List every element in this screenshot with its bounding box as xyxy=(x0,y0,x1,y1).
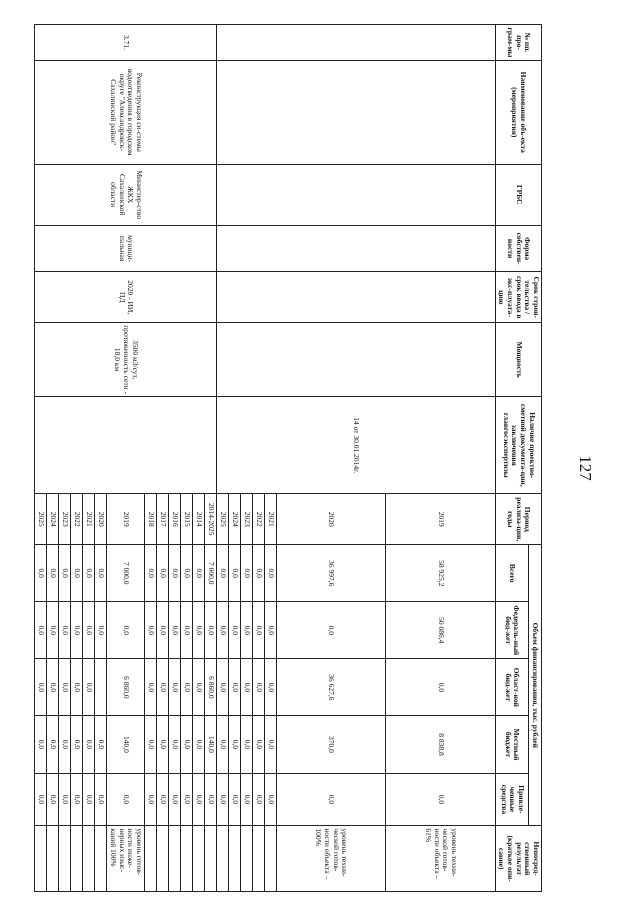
extra-cell: 0,0 xyxy=(83,773,95,826)
header-capacity: Мощность xyxy=(495,323,541,397)
header-ownership: Форма собствен-ности xyxy=(495,225,541,272)
regional-cell: 0,0 xyxy=(83,659,95,716)
federal-cell: 0,0 xyxy=(252,602,264,659)
total-cell: 0,0 xyxy=(59,545,71,602)
federal-cell: 0,0 xyxy=(168,602,180,659)
federal-cell: 0,0 xyxy=(95,602,107,659)
result-cell xyxy=(228,826,240,892)
federal-cell: 0,0 xyxy=(180,602,192,659)
federal-cell: 0,0 xyxy=(47,602,59,659)
extra-cell: 0,0 xyxy=(204,773,216,826)
local-cell: 0,0 xyxy=(47,716,59,773)
extra-cell: 0,0 xyxy=(252,773,264,826)
total-cell: 0,0 xyxy=(216,545,228,602)
extra-cell: 0,0 xyxy=(168,773,180,826)
page-number: 127 xyxy=(575,455,595,481)
extra-cell: 0,0 xyxy=(216,773,228,826)
period-cell: 2020 xyxy=(95,494,107,545)
period-cell: 2023 xyxy=(240,494,252,545)
extra-cell: 0,0 xyxy=(156,773,168,826)
local-cell: 140,0 xyxy=(107,716,145,773)
total-cell: 0,0 xyxy=(228,545,240,602)
extra-cell: 0,0 xyxy=(192,773,204,826)
grbs-cell: Министер-ство ЖКХ Сахалинской области xyxy=(35,164,217,225)
local-cell: 0,0 xyxy=(216,716,228,773)
result-cell xyxy=(240,826,252,892)
regional-cell: 0,0 xyxy=(252,659,264,716)
result-cell xyxy=(216,826,228,892)
federal-cell: 0,0 xyxy=(204,602,216,659)
extra-cell: 0,0 xyxy=(71,773,83,826)
total-cell: 58 925,2 xyxy=(386,545,496,602)
local-cell: 0,0 xyxy=(180,716,192,773)
regional-cell: 0,0 xyxy=(35,659,47,716)
empty-cell xyxy=(216,60,495,164)
result-cell xyxy=(252,826,264,892)
result-cell xyxy=(192,826,204,892)
local-cell: 0,0 xyxy=(83,716,95,773)
period-cell: 2019 xyxy=(386,494,496,545)
regional-cell: 0,0 xyxy=(180,659,192,716)
local-cell: 0,0 xyxy=(95,716,107,773)
total-cell: 0,0 xyxy=(71,545,83,602)
total-cell: 36 997,6 xyxy=(276,545,386,602)
regional-cell: 0,0 xyxy=(59,659,71,716)
extra-cell: 0,0 xyxy=(35,773,47,826)
result-cell xyxy=(204,826,216,892)
federal-cell: 0,0 xyxy=(156,602,168,659)
regional-cell: 0,0 xyxy=(216,659,228,716)
local-cell: 370,0 xyxy=(276,716,386,773)
extra-cell: 0,0 xyxy=(95,773,107,826)
federal-cell: 0,0 xyxy=(264,602,276,659)
regional-cell: 0,0 xyxy=(47,659,59,716)
federal-cell: 0,0 xyxy=(192,602,204,659)
period-cell: 2014 xyxy=(192,494,204,545)
period-cell: 2016 xyxy=(168,494,180,545)
total-cell: 0,0 xyxy=(144,545,156,602)
local-cell: 0,0 xyxy=(228,716,240,773)
capacity-cell: 3500 м3/сут, протяженность сети - 18,0 км xyxy=(35,323,217,397)
total-cell: 0,0 xyxy=(83,545,95,602)
federal-cell: 0,0 xyxy=(71,602,83,659)
total-cell: 0,0 xyxy=(264,545,276,602)
header-docs: Наличие проектно-сметной документа-ции, заключения главгосэкспертизы xyxy=(495,397,541,494)
regional-cell: 0,0 xyxy=(168,659,180,716)
regional-cell: 0,0 xyxy=(192,659,204,716)
regional-cell: 0,0 xyxy=(144,659,156,716)
local-cell: 8 838,8 xyxy=(386,716,496,773)
result-cell xyxy=(264,826,276,892)
local-cell: 0,0 xyxy=(240,716,252,773)
header-local: Местный бюджет xyxy=(495,716,528,773)
total-cell: 0,0 xyxy=(180,545,192,602)
total-cell: 7 000,0 xyxy=(107,545,145,602)
header-result: Непосред-ственный результат (краткое опи-сание) xyxy=(495,826,541,892)
federal-cell: 0,0 xyxy=(240,602,252,659)
regional-cell: 0,0 xyxy=(386,659,496,716)
federal-cell: 0,0 xyxy=(144,602,156,659)
total-cell: 0,0 xyxy=(156,545,168,602)
result-cell xyxy=(59,826,71,892)
header-regional: Област-ной бюд-жет xyxy=(495,659,528,716)
docs-cell xyxy=(35,397,217,494)
federal-cell: 0,0 xyxy=(59,602,71,659)
extra-cell: 0,0 xyxy=(107,773,145,826)
period-cell: 2024 xyxy=(47,494,59,545)
regional-cell xyxy=(95,659,107,716)
regional-cell: 0,0 xyxy=(71,659,83,716)
header-period: Период реализа-ции, годы xyxy=(495,494,541,545)
regional-cell: 0,0 xyxy=(228,659,240,716)
result-cell xyxy=(180,826,192,892)
local-cell: 0,0 xyxy=(35,716,47,773)
regional-cell: 36 627,6 xyxy=(276,659,386,716)
extra-cell: 0,0 xyxy=(228,773,240,826)
extra-cell: 0,0 xyxy=(59,773,71,826)
period-cell: 2015 xyxy=(180,494,192,545)
regional-cell: 0,0 xyxy=(240,659,252,716)
total-cell: 0,0 xyxy=(35,545,47,602)
local-cell: 0,0 xyxy=(168,716,180,773)
federal-cell: 0,0 xyxy=(35,602,47,659)
period-cell: 2019 xyxy=(107,494,145,545)
total-cell: 0,0 xyxy=(192,545,204,602)
result-cell: уровень техни-ческой готов-ности объекта – 61% xyxy=(386,826,496,892)
table-row xyxy=(386,25,496,892)
extra-cell: 0,0 xyxy=(264,773,276,826)
extra-cell: 0,0 xyxy=(144,773,156,826)
federal-cell: 50 086,4 xyxy=(386,602,496,659)
period-cell: 2017 xyxy=(156,494,168,545)
local-cell: 0,0 xyxy=(71,716,83,773)
local-cell: 0,0 xyxy=(252,716,264,773)
result-cell: уровень техни-ческой готов-ности объекта – 100% xyxy=(276,826,386,892)
local-cell: 0,0 xyxy=(144,716,156,773)
local-cell: 0,0 xyxy=(156,716,168,773)
federal-cell: 0,0 xyxy=(107,602,145,659)
result-cell: уровень готов-ности инже-нерных изыс-каний 100% xyxy=(107,826,145,892)
header-term: Срок строи-тельства / срок ввода в экс-плуата-цию xyxy=(495,272,541,323)
federal-cell: 0,0 xyxy=(228,602,240,659)
header-grbs: ГРБС xyxy=(495,164,541,225)
total-cell: 0,0 xyxy=(47,545,59,602)
header-total: Всего xyxy=(495,545,528,602)
federal-cell: 0,0 xyxy=(276,602,386,659)
local-cell: 0,0 xyxy=(192,716,204,773)
header-federal: Федераль-ный бюд-жет xyxy=(495,602,528,659)
extra-cell: 0,0 xyxy=(240,773,252,826)
result-cell xyxy=(95,826,107,892)
header-name: Наименование объ-екта (мероприятия) xyxy=(495,60,541,164)
header-finance: Объем финансирования, тыс. рублей xyxy=(528,545,541,826)
local-cell: 0,0 xyxy=(59,716,71,773)
name-cell: Реконструкция си-стемы водоотведения в городском округе "Александровск-Сахалинский район" xyxy=(35,60,217,164)
empty-cell xyxy=(216,225,495,272)
period-cell: 2023 xyxy=(59,494,71,545)
result-cell xyxy=(71,826,83,892)
total-cell: 0,0 xyxy=(240,545,252,602)
result-cell xyxy=(83,826,95,892)
period-cell: 2025 xyxy=(35,494,47,545)
period-cell: 2022 xyxy=(71,494,83,545)
extra-cell: 0,0 xyxy=(276,773,386,826)
document-sheet xyxy=(37,24,542,892)
extra-cell: 0,0 xyxy=(386,773,496,826)
total-cell: 0,0 xyxy=(252,545,264,602)
extra-cell: 0,0 xyxy=(180,773,192,826)
period-cell: 2025 xyxy=(216,494,228,545)
result-cell xyxy=(47,826,59,892)
table-body xyxy=(35,25,496,892)
result-cell xyxy=(35,826,47,892)
period-cell: 2021 xyxy=(264,494,276,545)
ownership-cell: муници-пальная xyxy=(35,225,217,272)
period-cell: 2018 xyxy=(144,494,156,545)
result-cell xyxy=(144,826,156,892)
federal-cell: 0,0 xyxy=(216,602,228,659)
empty-cell xyxy=(216,323,495,397)
total-cell: 7 000,0 xyxy=(204,545,216,602)
empty-cell xyxy=(216,272,495,323)
period-cell: 2021 xyxy=(83,494,95,545)
total-cell: 0,0 xyxy=(168,545,180,602)
header-extra: Привле-ченные средства xyxy=(495,773,528,826)
regional-cell: 6 860,0 xyxy=(204,659,216,716)
result-cell xyxy=(168,826,180,892)
result-cell xyxy=(156,826,168,892)
regional-cell: 6 860,0 xyxy=(107,659,145,716)
empty-cell xyxy=(216,164,495,225)
total-cell: 0,0 xyxy=(95,545,107,602)
local-cell: 140,0 xyxy=(204,716,216,773)
header-num: № пп. про-грам-мы xyxy=(495,25,541,61)
federal-cell: 0,0 xyxy=(83,602,95,659)
regional-cell: 0,0 xyxy=(264,659,276,716)
period-cell: 2014-2025 xyxy=(204,494,216,545)
term-cell: 2020 - ИИ, ПД xyxy=(35,272,217,323)
period-cell: 2022 xyxy=(252,494,264,545)
num-cell: 3.71. xyxy=(35,25,217,61)
extra-cell: 0,0 xyxy=(47,773,59,826)
table-row xyxy=(204,25,216,892)
period-cell: 2020 xyxy=(276,494,386,545)
empty-cell xyxy=(216,25,495,61)
docs-cell: 14 от 30.01.2014г. xyxy=(216,397,495,494)
period-cell: 2024 xyxy=(228,494,240,545)
financing-table xyxy=(34,24,542,892)
regional-cell: 0,0 xyxy=(156,659,168,716)
local-cell: 0,0 xyxy=(264,716,276,773)
